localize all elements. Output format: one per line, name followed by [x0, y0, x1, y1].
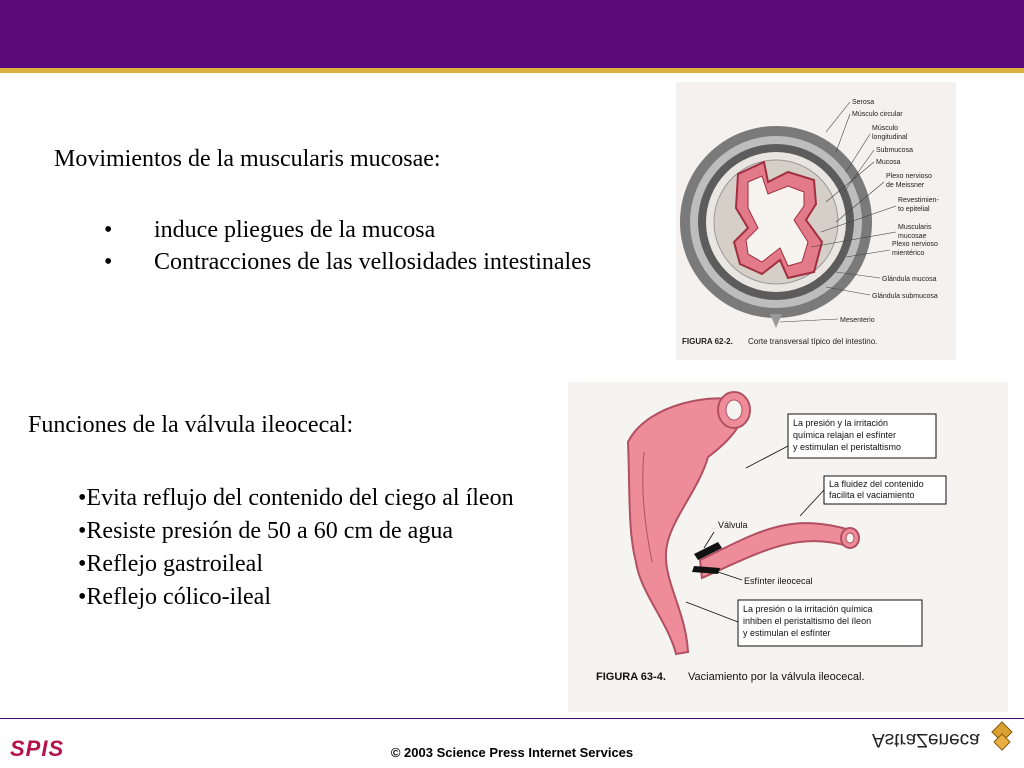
fig1-label: longitudinal	[872, 134, 908, 141]
fig1-label: Muscularis	[898, 224, 932, 231]
fig1-label: Revestimien-	[898, 197, 939, 204]
list-item-text: Contracciones de las vellosidades intestinales	[154, 249, 592, 275]
ileocecal-valve-figure	[568, 382, 1008, 712]
fig2-caption-number: FIGURA 63-4.	[596, 671, 666, 683]
list-item: •Reflejo gastroileal	[78, 551, 264, 577]
fig1-label: Glándula submucosa	[872, 293, 938, 300]
fig2-caption-text: Vaciamiento por la válvula ileocecal.	[688, 671, 865, 683]
list-item: •Reflejo cólico-ileal	[78, 584, 271, 610]
fig2-label-valvula: Válvula	[718, 520, 748, 530]
bullet-glyph: •	[104, 217, 113, 243]
fig1-label: to epitelial	[898, 206, 930, 213]
list-item: •Evita reflujo del contenido del ciego al íleon	[78, 485, 514, 511]
fig1-label: Mucosa	[876, 159, 901, 166]
fig1-label: Mesenterio	[840, 317, 875, 324]
heading-muscularis: Movimientos de la muscularis mucosae:	[54, 146, 441, 172]
astrazeneca-logo	[868, 718, 1013, 760]
fig1-label: Músculo	[872, 125, 899, 132]
fig2-box2-line: facilita el vaciamiento	[829, 490, 915, 500]
bullet-list-valvula	[78, 482, 514, 614]
fig2-box3-line: La presión o la irritación química	[743, 604, 873, 614]
list-item	[104, 214, 591, 246]
fig1-label: Glándula mucosa	[882, 276, 937, 283]
fig2-box1-line: química relajan el esfínter	[793, 430, 897, 440]
fig2-box2-line: La fluidez del contenido	[829, 479, 924, 489]
bullet-glyph: •	[104, 249, 113, 275]
header-accent-line	[0, 68, 1024, 73]
fig1-label: mucosae	[898, 233, 927, 240]
footer-copyright: © 2003 Science Press Internet Services	[390, 745, 634, 760]
list-item	[104, 246, 591, 278]
fig2-box1-line: y estimulan el peristaltismo	[793, 442, 902, 452]
list-item-text: induce pliegues de la mucosa	[154, 217, 436, 243]
fig2-box3-line: inhiben el peristaltismo del íleon	[743, 616, 872, 626]
fig1-caption-text: Corte transversal típico del intestino.	[748, 337, 878, 346]
fig1-label: Plexo nervioso	[892, 241, 938, 248]
spis-logo: SPIS	[10, 736, 65, 761]
intestine-cross-section-figure	[676, 82, 956, 360]
fig1-label: Serosa	[852, 99, 875, 106]
heading-valvula: Funciones de la válvula ileocecal:	[28, 412, 354, 438]
astrazeneca-logo-text: AstraZeneca	[872, 729, 980, 750]
fig2-box1-line: La presión y la irritación	[793, 418, 889, 428]
fig2-label-esfinter: Esfínter ileocecal	[744, 576, 813, 586]
fig1-label: de Meissner	[886, 182, 925, 189]
header-bar	[0, 0, 1024, 68]
bullet-list-muscularis	[104, 214, 591, 278]
fig1-caption-number: FIGURA 62-2.	[682, 337, 733, 346]
list-item: •Resiste presión de 50 a 60 cm de agua	[78, 518, 453, 544]
fig1-label: mientérico	[892, 250, 925, 257]
fig1-label: Submucosa	[876, 147, 913, 154]
fig2-box3-line: y estimulan el esfínter	[743, 628, 831, 638]
fig1-label: Músculo circular	[852, 111, 903, 118]
fig1-label: Plexo nervioso	[886, 173, 932, 180]
